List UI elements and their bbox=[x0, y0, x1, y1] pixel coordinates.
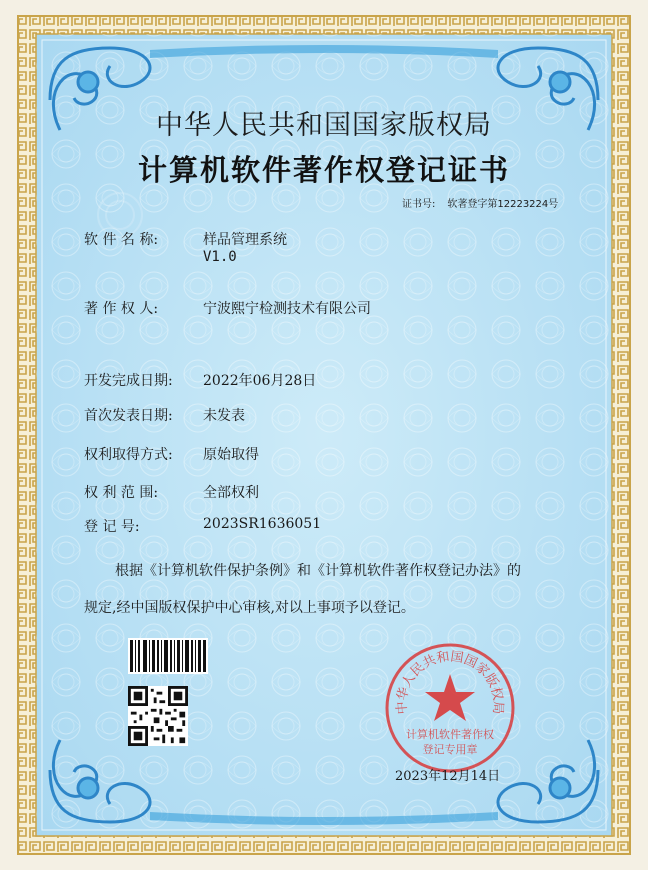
seal-inner-text-2: 登记专用章 bbox=[422, 743, 478, 756]
field-label-copyright-owner: 著 作 权 人: bbox=[84, 301, 159, 317]
field-value-completion-date: 2022年06月28日 bbox=[203, 373, 317, 389]
issuing-authority: 中华人民共和国国家版权局 bbox=[156, 110, 492, 141]
field-value-rights-scope: 全部权利 bbox=[203, 485, 259, 501]
official-seal bbox=[382, 640, 518, 776]
qr-code bbox=[128, 686, 188, 746]
statement-line-1: 根据《计算机软件保护条例》和《计算机软件著作权登记办法》的 bbox=[115, 563, 521, 579]
field-label-registration-number: 登 记 号: bbox=[84, 519, 140, 535]
certificate-number-value: 软著登字第12223224号 bbox=[447, 199, 559, 210]
seal-star-icon bbox=[425, 674, 475, 721]
certificate-number-label: 证书号: bbox=[402, 199, 436, 210]
field-label-completion-date: 开发完成日期: bbox=[84, 373, 173, 389]
field-value-software-name: 样品管理系统 bbox=[203, 232, 287, 248]
field-label-first-publish-date: 首次发表日期: bbox=[84, 408, 173, 424]
field-label-software-name: 软 件 名 称: bbox=[84, 232, 159, 248]
field-label-acquisition-method: 权利取得方式: bbox=[84, 447, 173, 463]
seal-outer-text: 中华人民共和国国家版权局 bbox=[394, 649, 506, 715]
field-value-copyright-owner: 宁波熙宁检测技术有限公司 bbox=[203, 301, 371, 317]
field-label-rights-scope: 权 利 范 围: bbox=[84, 485, 159, 501]
statement-line-2: 规定,经中国版权保护中心审核,对以上事项予以登记。 bbox=[84, 600, 415, 616]
field-value-version: V1.0 bbox=[203, 249, 237, 265]
certificate-title: 计算机软件著作权登记证书 bbox=[137, 153, 510, 187]
field-value-registration-number: 2023SR1636051 bbox=[203, 516, 322, 532]
barcode bbox=[128, 638, 208, 674]
field-value-acquisition-method: 原始取得 bbox=[203, 447, 259, 463]
certificate-number bbox=[402, 195, 570, 210]
seal-inner-text-1: 计算机软件著作权 bbox=[406, 728, 494, 741]
issue-date: 2023年12月14日 bbox=[395, 769, 501, 784]
field-value-first-publish-date: 未发表 bbox=[203, 408, 245, 424]
